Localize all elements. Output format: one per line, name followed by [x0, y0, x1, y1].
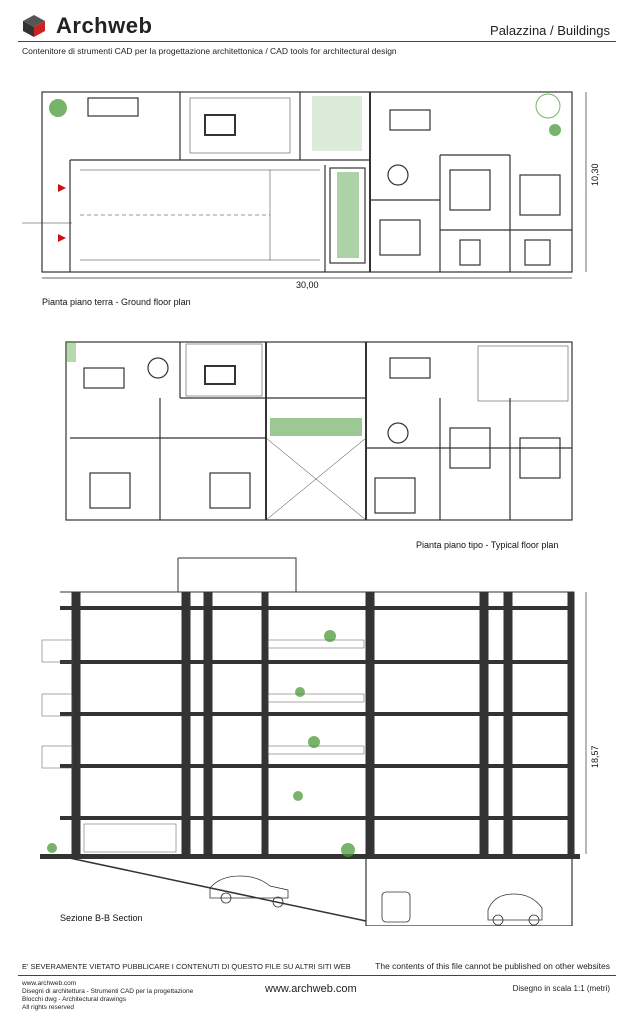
- dimension-width: 30,00: [296, 280, 319, 290]
- typical-floor-plan-drawing: [0, 338, 634, 528]
- ground-floor-label: Pianta piano terra - Ground floor plan: [42, 297, 191, 307]
- footer-info-line: Blocchi dwg - Architectural drawings: [22, 996, 127, 1003]
- dimension-height: 18,57: [590, 745, 600, 768]
- footer-divider: [18, 975, 616, 976]
- typical-floor-label: Pianta piano tipo - Typical floor plan: [416, 540, 559, 550]
- header-divider: [18, 41, 616, 42]
- footer-info: [22, 980, 193, 1012]
- cube-logo-icon: [22, 14, 46, 38]
- section-drawing: [0, 556, 634, 926]
- footer-info-line: All rights reserved: [22, 1004, 75, 1011]
- footer-site-link[interactable]: www.archweb.com: [265, 983, 357, 995]
- ground-floor-plan-drawing: [0, 80, 634, 300]
- warning-italian: E' SEVERAMENTE VIETATO PUBBLICARE I CONTENUTI DI QUESTO FILE SU ALTRI SITI WEB: [22, 962, 351, 971]
- footer-info-line: Disegni di architettura - Strumenti CAD per la progettazione: [22, 988, 194, 995]
- warning-english: The contents of this file cannot be published on other websites: [375, 961, 610, 971]
- brand-name: Archweb: [56, 13, 153, 38]
- footer-info-line: www.archweb.com: [22, 980, 77, 987]
- section-label: Sezione B-B Section: [60, 913, 143, 923]
- header-subtitle: Contenitore di strumenti CAD per la progettazione architettonica / CAD tools for architectural design: [22, 46, 397, 56]
- scale-note: Disegno in scala 1:1 (metri): [512, 984, 610, 993]
- dimension-depth: 10,30: [590, 163, 600, 186]
- category-breadcrumb: Palazzina / Buildings: [490, 23, 610, 38]
